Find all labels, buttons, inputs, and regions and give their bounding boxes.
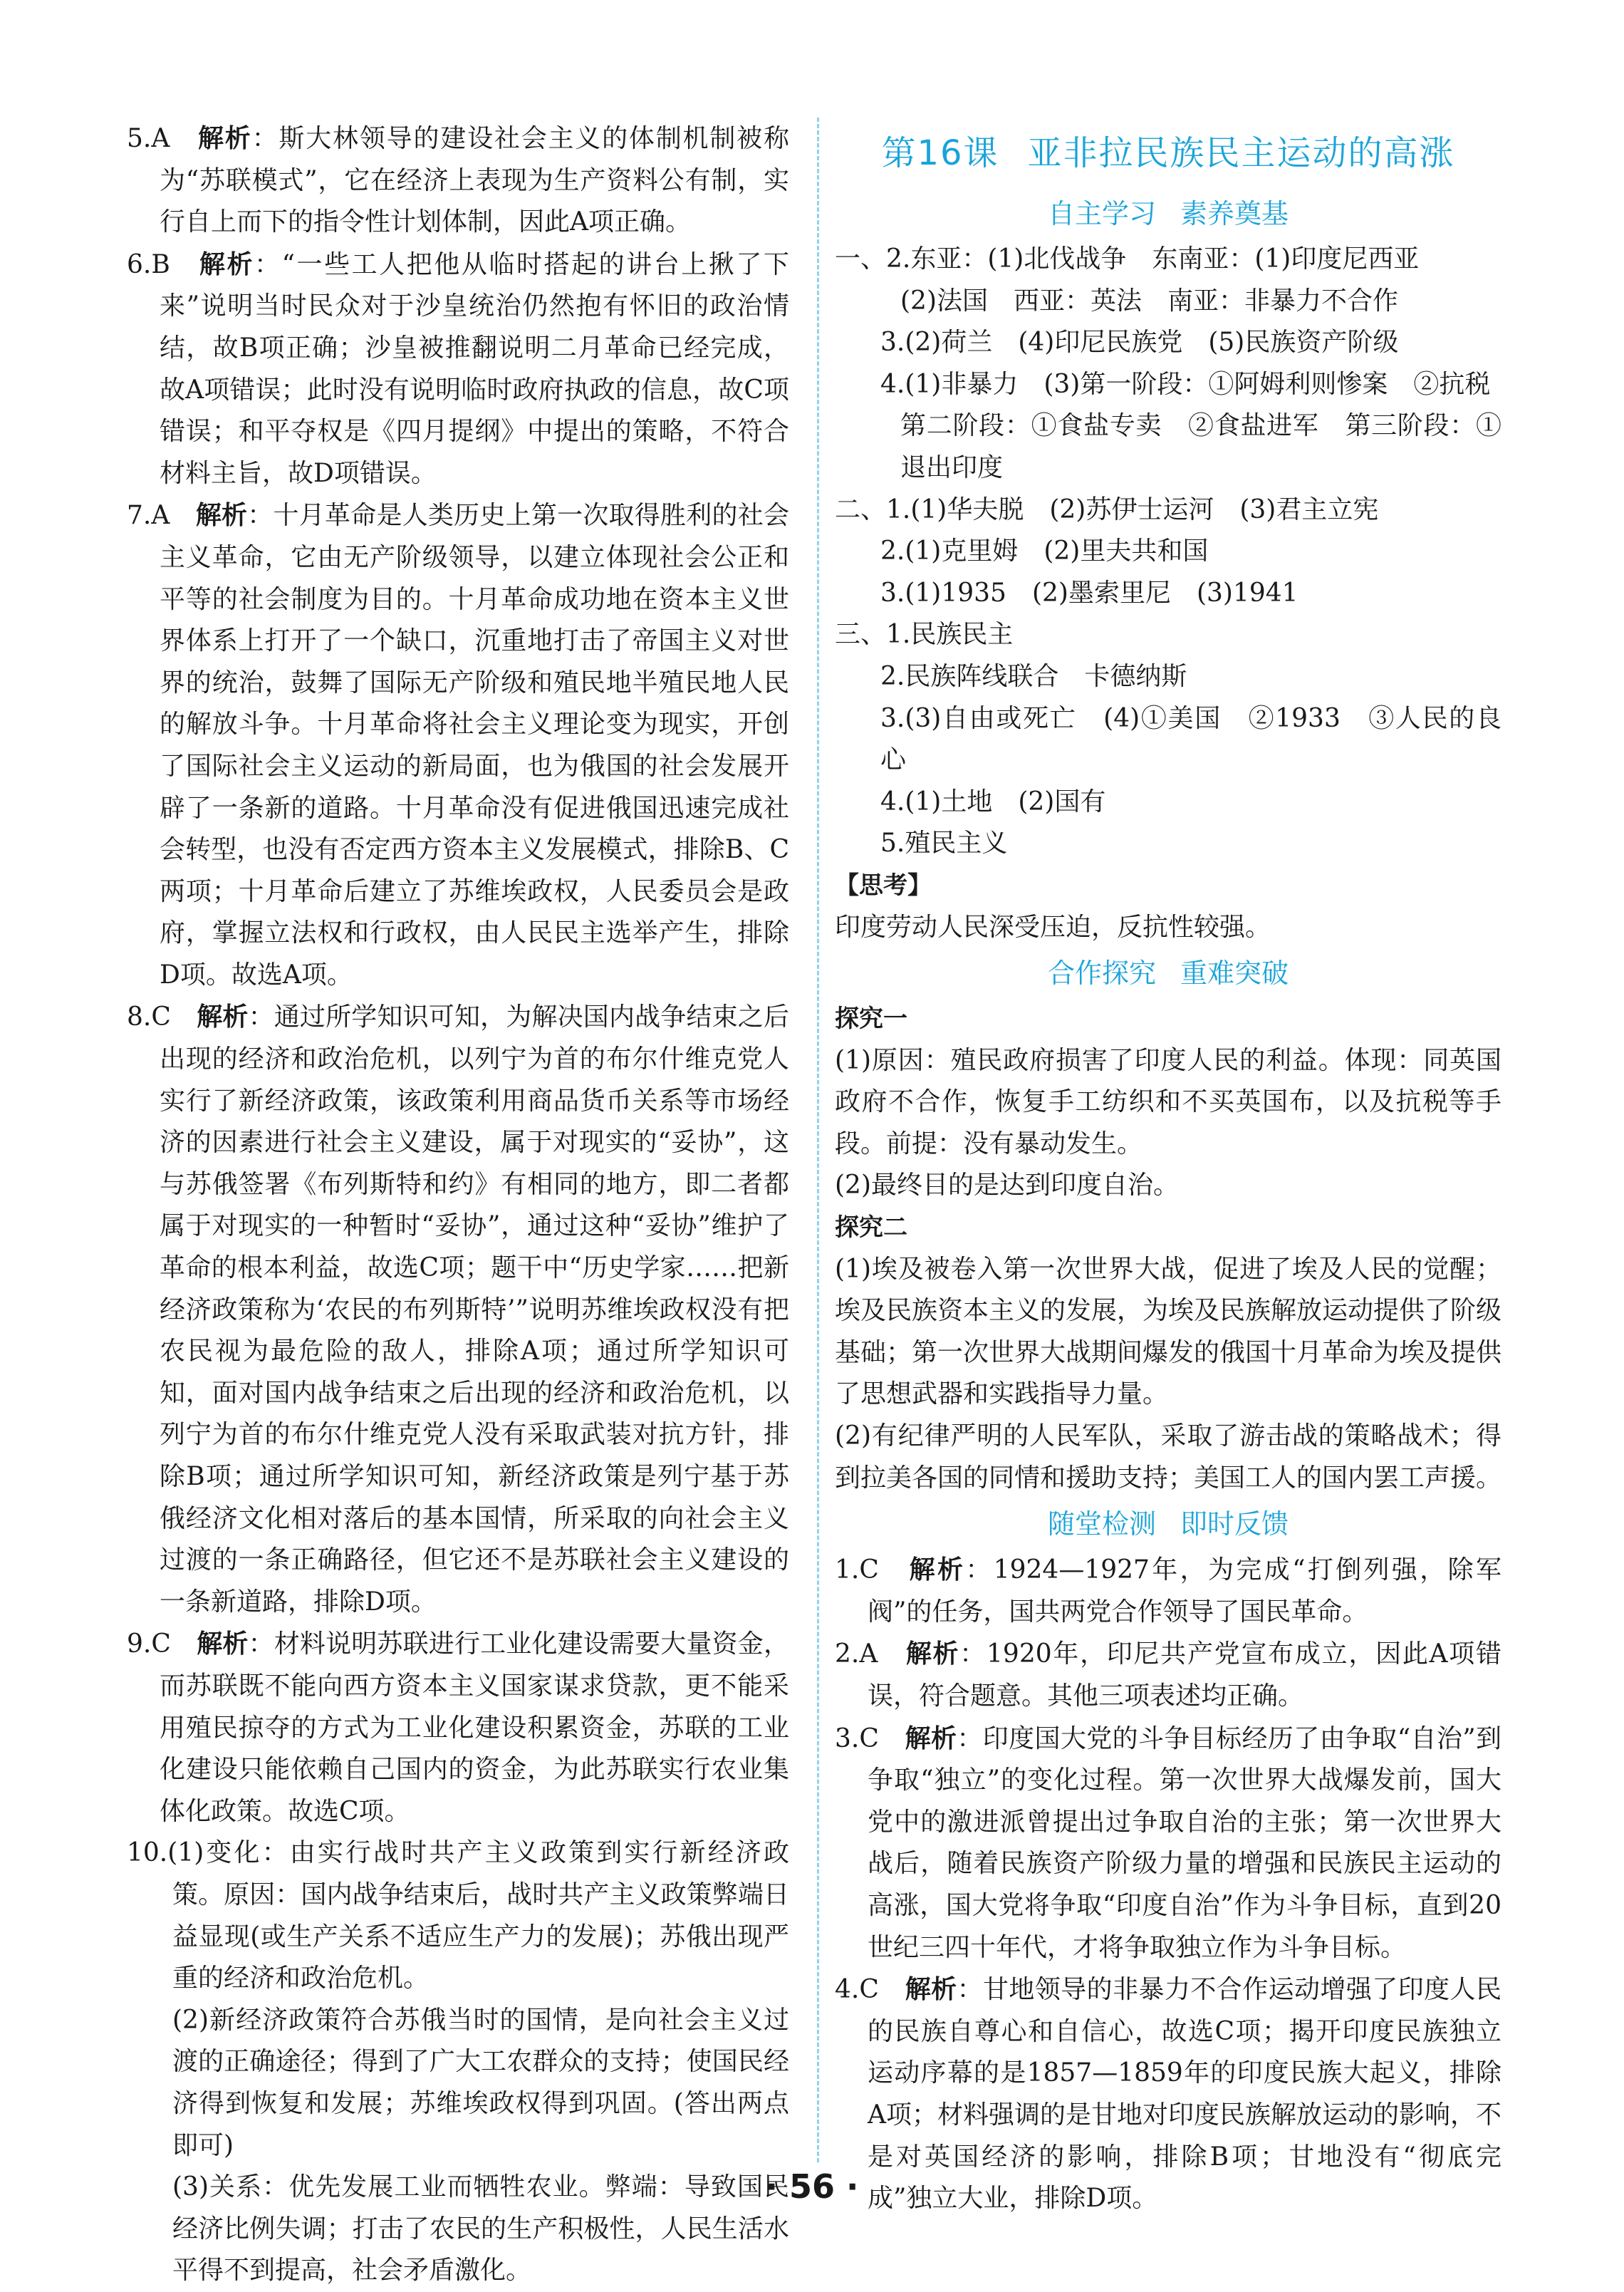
lesson-name: 亚非拉民族民主运动的高涨 — [1027, 133, 1455, 173]
analysis-keyword: 解析 — [197, 123, 252, 153]
answer-line: 第二阶段：①食盐专卖 ②食盐进军 第三阶段：①退出印度 — [900, 411, 1501, 482]
analysis-keyword: 解析 — [197, 1629, 249, 1659]
answer-item-9 — [127, 1623, 789, 1832]
analysis-keyword: 解析 — [905, 1974, 957, 2005]
answer-line: (2)法国 西亚：英法 南亚：非暴力不合作 — [900, 286, 1398, 316]
think-text: 印度劳动人民深受压迫，反抗性较强。 — [835, 912, 1271, 942]
lesson-number: 第16课 — [881, 133, 999, 173]
answer-line: 3.(3)自由或死亡 (4)①美国 ②1933 ③人民的良心 — [880, 703, 1501, 775]
analysis-keyword: 解析 — [909, 1555, 966, 1585]
think-heading: 【思考】 — [835, 871, 932, 900]
answer-item-10-part2: (2)新经济政策符合苏俄当时的国情，是向社会主义过渡的正确途径；得到了广大工农群众的支持；使国民经济得到恢复和发展；苏维埃政权得到巩固。(答出两点即可) — [172, 2005, 789, 2160]
answer-text: ：材料说明苏联进行工业化建设需要大量资金，而苏联既不能向西方资本主义国家谋求贷款，更不能采用殖民掠夺的方式为工业化建设积累资金，苏联的工业化建设只能依赖自己国内的资金，为此苏联实行农业集体化政策。故选C项。 — [160, 1629, 789, 1826]
answer-text: ：斯大林领导的建设社会主义的体制机制被称为“苏联模式”，它在经济上表现为生产资料公有制，实行自上而下的指令性计划体制，因此A项正确。 — [160, 124, 789, 237]
answer-label: 3.C — [835, 1723, 879, 1753]
test-item-3 — [835, 1718, 1501, 1969]
answer-item-5 — [127, 118, 789, 244]
answer-text: ：1920年，印尼共产党宣布成立，因此A项错误，符合题意。其他三项表述均正确。 — [868, 1639, 1501, 1711]
answer-text: (1)变化：由实行战时共产主义政策到实行新经济政策。原因：国内战争结束后，战时共产主义政策弊端日益显现(或生产关系不适应生产力的发展)；苏俄出现严重的经济和政治危机。 — [167, 1838, 789, 1993]
answer-line: 三、1.民族民主 — [835, 620, 1014, 650]
section-heading-part: 自主学习 — [1047, 198, 1156, 229]
lesson-title — [835, 118, 1501, 189]
answer-label: 4.C — [835, 1975, 879, 2005]
explore-one-answer: (2)最终目的是达到印度自治。 — [835, 1171, 1179, 1201]
answer-line: 4.(1)非暴力 (3)第一阶段：①阿姆利则惨案 ②抗税 — [880, 369, 1491, 399]
answer-label: 7.A — [127, 501, 170, 531]
answer-line: 一、2.东亚：(1)北伐战争 东南亚：(1)印度尼西亚 — [835, 244, 1420, 274]
page-number: · 56 · — [765, 2167, 859, 2206]
answer-text: ：1924—1927年，为完成“打倒列强，除军阀”的任务，国共两党合作领导了国民革命。 — [868, 1555, 1501, 1627]
answer-label: 8.C — [127, 1002, 171, 1032]
answer-label: 1.C — [835, 1555, 879, 1585]
answer-label: 2.A — [835, 1639, 878, 1669]
answer-label: 5.A — [127, 124, 170, 153]
analysis-keyword: 解析 — [195, 500, 248, 531]
answer-item-8 — [127, 996, 789, 1623]
explore-two-answer: (1)埃及被卷入第一次世界大战，促进了埃及人民的觉醒；埃及民族资本主义的发展，为埃及民族解放运动提供了阶级基础；第一次世界大战期间爆发的俄国十月革命为埃及提供了思想武器和实践指导力量。 — [835, 1254, 1502, 1409]
explore-one-heading: 探究一 — [835, 1005, 907, 1034]
section-heading-part: 重难突破 — [1180, 958, 1289, 990]
column-divider — [817, 118, 819, 2162]
analysis-keyword: 解析 — [197, 1002, 249, 1032]
answer-item-6 — [127, 244, 789, 495]
answer-line: 3.(2)荷兰 (4)印尼民族党 (5)民族资产阶级 — [880, 328, 1399, 358]
answer-label: 6.B — [127, 249, 170, 279]
answer-text: ：通过所学知识可知，为解决国内战争结束之后出现的经济和政治危机，以列宁为首的布尔什维克党人实行了新经济政策，该政策利用商品货币关系等市场经济的因素进行社会主义建设，属于对现实的“妥协”，这与苏俄签署《布列斯特和约》有相同的地方，即二者都属于对现实的一种暂时“妥协”，通过这种“妥协”维护了革命的根本利益，故选C项；题干中“历史学家……把新经济政策称为‘农民的布列斯特’”说明苏维埃政权没有把农民视为最危险的敌人，排除A项；通过所学知识可知，面对国内战争结束之后出现的经济和政治危机，以列宁为首的布尔什维克党人没有采取武装对抗方针，排除B项；通过所学知识可知，新经济政策是列宁基于苏俄经济文化相对落后的基本国情，所采取的向社会主义过渡的一条正确路径，但它还不是苏联社会主义建设的一条新道路，排除D项。 — [160, 1002, 789, 1617]
analysis-keyword: 解析 — [905, 1723, 957, 1753]
section-heading-part: 合作探究 — [1047, 958, 1156, 990]
section-heading-in-class-test — [835, 1499, 1501, 1549]
section-heading-part: 随堂检测 — [1047, 1508, 1156, 1540]
analysis-keyword: 解析 — [905, 1639, 960, 1669]
explore-one-answer: (1)原因：殖民政府损害了印度人民的利益。体现：同英国政府不合作，恢复手工纺织和不买英国布，以及抗税等手段。前提：没有暴动发生。 — [835, 1045, 1501, 1158]
answer-text: ：印度国大党的斗争目标经历了由争取“自治”到争取“独立”的变化过程。第一次世界大战爆发前，国大党中的激进派曾提出过争取自治的主张；第一次世界大战后，随着民族资产阶级力量的增强和民族民主运动的高涨，国大党将争取“印度自治”作为斗争目标，直到20世纪三四十年代，才将争取独立作为斗争目标。 — [868, 1723, 1501, 1962]
answer-text: ：十月革命是人类历史上第一次取得胜利的社会主义革命，它由无产阶级领导，以建立体现社会公正和平等的社会制度为目的。十月革命成功地在资本主义世界体系上打开了一个缺口，沉重地打击了帝国主义对世界的统治，鼓舞了国际无产阶级和殖民地半殖民地人民的解放斗争。十月革命将社会主义理论变为现实，开创了国际社会主义运动的新局面，也为俄国的社会发展开辟了一条新的道路。十月革命没有促进俄国迅速完成社会转型，也没有否定西方资本主义发展模式，排除B、C两项；十月革命后建立了苏维埃政权，人民委员会是政府，掌握立法权和行政权，由人民民主选举产生，排除D项。故选A项。 — [160, 501, 789, 990]
test-item-1 — [835, 1549, 1501, 1633]
answer-line: 4.(1)土地 (2)国有 — [880, 787, 1106, 816]
answer-text: ：“一些工人把他从临时搭起的讲台上揪了下来”说明当时民众对于沙皇统治仍然抱有怀旧的政治情结，故B项正确；沙皇被推翻说明二月革命已经完成，故A项错误；此时没有说明临时政府执政的信息，故C项错误；和平夺权是《四月提纲》中提出的策略，不符合材料主旨，故D项错误。 — [160, 249, 789, 488]
answer-line: 2.民族阵线联合 卡德纳斯 — [880, 661, 1187, 691]
section-heading-cooperation — [835, 948, 1501, 998]
analysis-keyword: 解析 — [199, 249, 255, 279]
section-heading-part: 即时反馈 — [1180, 1508, 1289, 1540]
right-column — [835, 118, 1501, 2220]
answer-label: 9.C — [127, 1629, 171, 1659]
answer-item-10-part3: (3)关系：优先发展工业而牺牲农业。弊端：导致国民经济比例失调；打击了农民的生产积极性，人民生活水平得不到提高，社会矛盾激化。 — [172, 2172, 789, 2286]
answer-line: 3.(1)1935 (2)墨索里尼 (3)1941 — [880, 578, 1298, 608]
answer-line: 二、1.(1)华夫脱 (2)苏伊士运河 (3)君主立宪 — [835, 494, 1379, 524]
answer-item-10-part1 — [127, 1832, 789, 1999]
answer-label: 10. — [127, 1838, 168, 1868]
answer-line: 5.殖民主义 — [880, 829, 1008, 859]
test-item-2 — [835, 1633, 1501, 1717]
explore-two-heading: 探究二 — [835, 1213, 907, 1243]
section-heading-part: 素养奠基 — [1180, 198, 1289, 229]
answer-item-7 — [127, 494, 789, 996]
answer-line: 2.(1)克里姆 (2)里夫共和国 — [880, 536, 1209, 566]
answer-text: ：甘地领导的非暴力不合作运动增强了印度人民的民族自尊心和自信心，故选C项；揭开印度民族独立运动序幕的是1857—1859年的印度民族大起义，排除A项；材料强调的是甘地对印度民族解放运动的影响，不是对英国经济的影响，排除B项；甘地没有“彻底完成”独立大业，排除D项。 — [868, 1975, 1501, 2214]
explore-two-answer: (2)有纪律严明的人民军队，采取了游击战的策略战术；得到拉美各国的同情和援助支持；美国工人的国内罢工声援。 — [835, 1421, 1502, 1493]
left-column — [127, 118, 789, 2292]
section-heading-self-study — [835, 189, 1501, 239]
